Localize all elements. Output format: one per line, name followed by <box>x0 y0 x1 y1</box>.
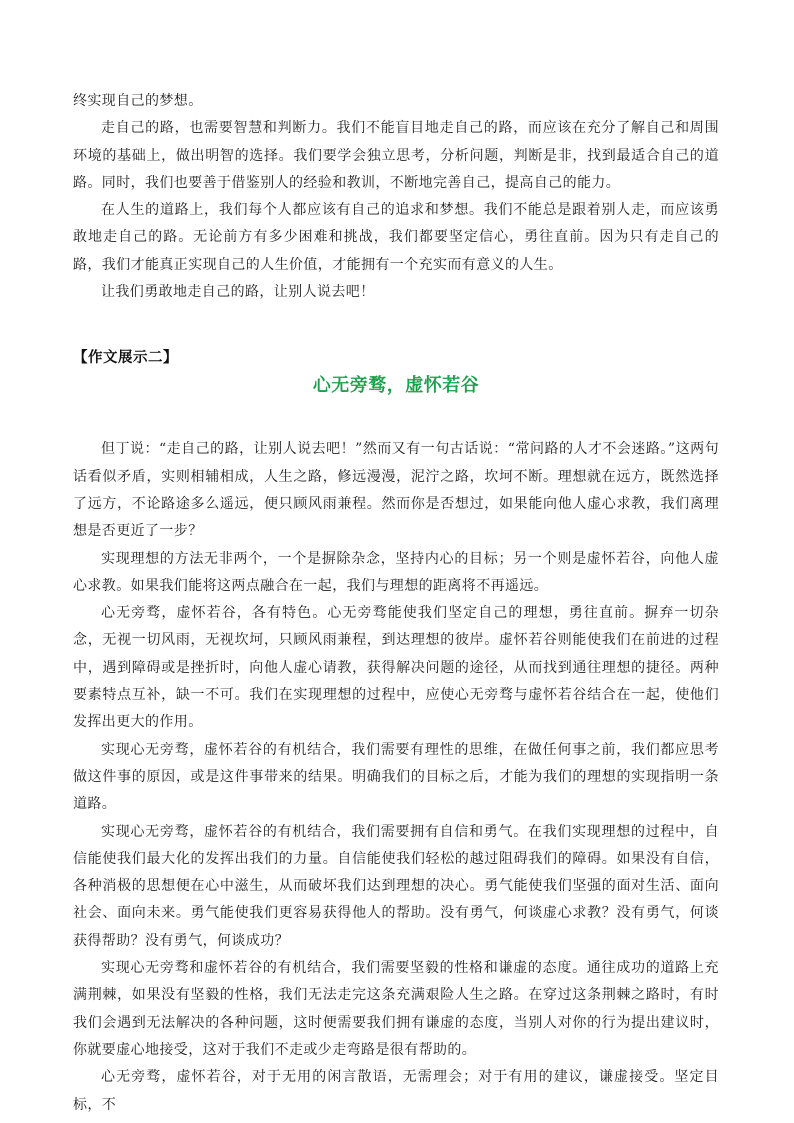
essay-paragraph: 实现理想的方法无非两个，一个是摒除杂念，坚持内心的目标；另一个则是虚怀若谷，向他人虚心求教。如果我们能将这两点融合在一起，我们与理想的距离将不再遥远。 <box>73 550 719 594</box>
essay-one-continuation <box>73 88 719 306</box>
essay-two-body <box>73 436 719 1118</box>
paragraph-continuation: 终实现自己的梦想。 <box>73 93 203 109</box>
page-content <box>73 88 719 1119</box>
paragraph-closing: 让我们勇敢地走自己的路，让别人说去吧！ <box>101 284 375 301</box>
essay-paragraph: 实现心无旁骛，虚怀若谷的有机结合，我们需要有理性的思维，在做任何事之前，我们都应思考做这件事的原因，或是这件事带来的结果。明确我们的目标之后，才能为我们的理想的实现指明一条道路。 <box>73 741 719 813</box>
essay-paragraph: 实现心无旁骛，虚怀若谷的有机结合，我们需要拥有自信和勇气。在我们实现理想的过程中，自信能使我们最大化的发挥出我们的力量。自信能使我们轻松的越过阻碍我们的障碍。如果没有自信，各种消极的思想便在心中滋生，从而破坏我们达到理想的决心。勇气能使我们坚强的面对生活、面向社会、面向未来。勇气能使我们更容易获得他人的帮助。没有勇气，何谈虚心求教？没有勇气，何谈获得帮助？没有勇气，何谈成功？ <box>73 823 719 949</box>
essay-paragraph: 心无旁骛，虚怀若谷，各有特色。心无旁骛能使我们坚定自己的理想，勇往直前。摒弃一切杂念，无视一切风雨，无视坎坷，只顾风雨兼程，到达理想的彼岸。虚怀若谷则能使我们在前进的过程中，遇到障碍或是挫折时，向他人虚心请教，获得解决问题的途径，从而找到通往理想的捷径。两种要素特点互补，缺一不可。我们在实现理想的过程中，应使心无旁骛与虚怀若谷结合在一起，使他们发挥出更大的作用。 <box>73 605 719 731</box>
paragraph-pursuit: 在人生的道路上，我们每个人都应该有自己的追求和梦想。我们不能总是跟着别人走，而应该勇敢地走自己的路。无论前方有多少困难和挑战，我们都要坚定信心，勇往直前。因为只有走自己的路，我们才能真正实现自己的人生价值，才能拥有一个充实而有意义的人生。 <box>73 202 719 273</box>
essay-paragraph: 心无旁骛，虚怀若谷，对于无用的闲言散语，无需理会；对于有用的建议，谦虚接受。坚定目标，不 <box>73 1069 719 1113</box>
section-label: 【作文展示二】 <box>73 350 178 367</box>
essay-paragraph: 但丁说：“走自己的路，让别人说去吧！”然而又有一句古话说：“常问路的人才不会迷路。”这两句话看似矛盾，实则相辅相成，人生之路，修远漫漫，泥泞之路，坎坷不断。理想就在远方，既然选择了远方，不论路途多么遥远，便只顾风雨兼程。然而你是否想过，如果能向他人虚心求教，我们离理想是否更近了一步？ <box>73 441 719 540</box>
essay-title: 心无旁骛，虚怀若谷 <box>312 375 480 397</box>
paragraph-wisdom: 走自己的路，也需要智慧和判断力。我们不能盲目地走自己的路，而应该在充分了解自己和周围环境的基础上，做出明智的选择。我们要学会独立思考，分析问题，判断是非，找到最适合自己的道路。同时，我们也要善于借鉴别人的经验和教训，不断地完善自己，提高自己的能力。 <box>73 120 719 191</box>
essay-paragraph: 实现心无旁骛和虚怀若谷的有机结合，我们需要坚毅的性格和谦虚的态度。通往成功的道路上充满荆棘，如果没有坚毅的性格，我们无法走完这条充满艰险人生之路。在穿过这条荆棘之路时，有时我们会遇到无法解决的各种问题，这时便需要我们拥有谦虚的态度，当别人对你的行为提出建议时，你就要虚心地接受，这对于我们不走或少走弯路是很有帮助的。 <box>73 960 719 1058</box>
